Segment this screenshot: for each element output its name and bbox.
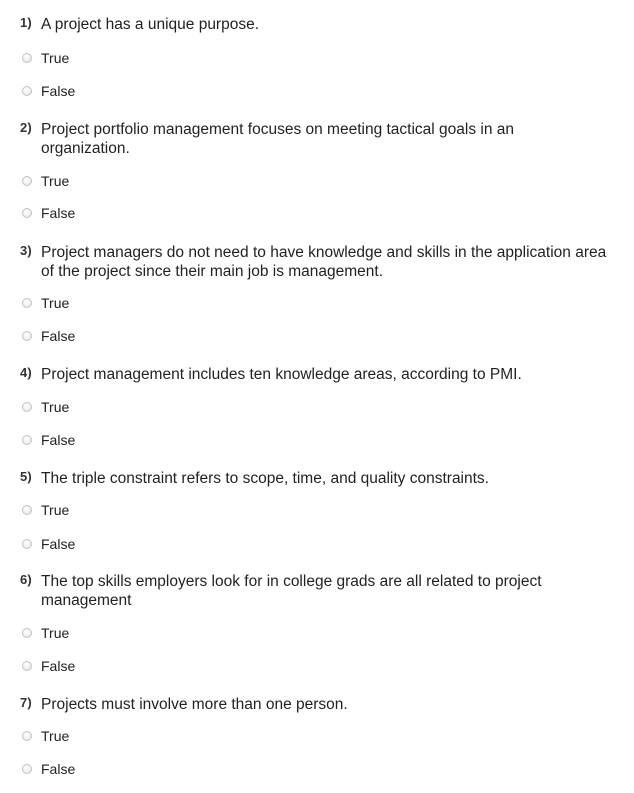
option-true[interactable] [22,48,69,68]
radio-button[interactable] [22,539,32,549]
question-6 [0,572,634,610]
option-label: False [41,761,76,777]
question-text: Project portfolio management focuses on meeting tactical goals in an organization. [41,121,515,157]
option-true[interactable] [22,293,69,313]
question-number: 4) [20,365,32,380]
option-label: True [41,625,70,641]
question-number: 6) [20,572,32,587]
radio-button[interactable] [22,402,32,412]
question-7 [0,695,634,714]
option-true[interactable] [22,397,69,417]
option-true[interactable] [22,623,69,643]
radio-button[interactable] [22,86,32,96]
option-label: True [41,399,70,415]
option-true[interactable] [22,500,69,520]
option-label: True [41,295,70,311]
option-false[interactable] [22,656,75,676]
question-header [0,120,634,158]
option-label: False [41,83,76,99]
question-number: 3) [20,243,32,258]
radio-button[interactable] [22,53,32,63]
option-false[interactable] [22,534,75,554]
option-label: True [41,173,70,189]
question-number: 2) [20,120,32,135]
question-header [0,695,634,714]
question-text: Project managers do not need to have knowledge and skills in the application area of the project since their main job is management. [41,244,607,280]
option-label: True [41,50,70,66]
option-false[interactable] [22,81,75,101]
question-text: The top skills employers look for in college grads are all related to project management [41,573,542,609]
radio-button[interactable] [22,628,32,638]
option-false[interactable] [22,759,75,779]
question-text: The triple constraint refers to scope, time, and quality constraints. [41,470,489,487]
option-label: False [41,536,76,552]
radio-button[interactable] [22,298,32,308]
radio-button[interactable] [22,208,32,218]
question-header [0,15,634,34]
radio-button[interactable] [22,764,32,774]
question-header [0,365,634,384]
question-header [0,572,634,610]
option-true[interactable] [22,171,69,191]
question-4 [0,365,634,384]
option-false[interactable] [22,326,75,346]
question-number: 1) [20,15,32,30]
option-label: False [41,658,76,674]
option-label: False [41,328,76,344]
question-2 [0,120,634,158]
question-5 [0,469,634,488]
question-number: 7) [20,695,32,710]
option-label: True [41,728,70,744]
option-label: False [41,432,76,448]
option-false[interactable] [22,430,75,450]
question-3 [0,243,634,281]
option-true[interactable] [22,726,69,746]
radio-button[interactable] [22,435,32,445]
radio-button[interactable] [22,331,32,341]
question-text: Projects must involve more than one person. [41,696,348,713]
radio-button[interactable] [22,661,32,671]
question-header [0,243,634,281]
option-false[interactable] [22,203,75,223]
question-1 [0,15,634,34]
question-header [0,469,634,488]
question-text: A project has a unique purpose. [41,16,260,33]
radio-button[interactable] [22,505,32,515]
question-text: Project management includes ten knowledge areas, according to PMI. [41,366,522,383]
question-number: 5) [20,469,32,484]
radio-button[interactable] [22,731,32,741]
radio-button[interactable] [22,176,32,186]
option-label: False [41,205,76,221]
option-label: True [41,502,70,518]
